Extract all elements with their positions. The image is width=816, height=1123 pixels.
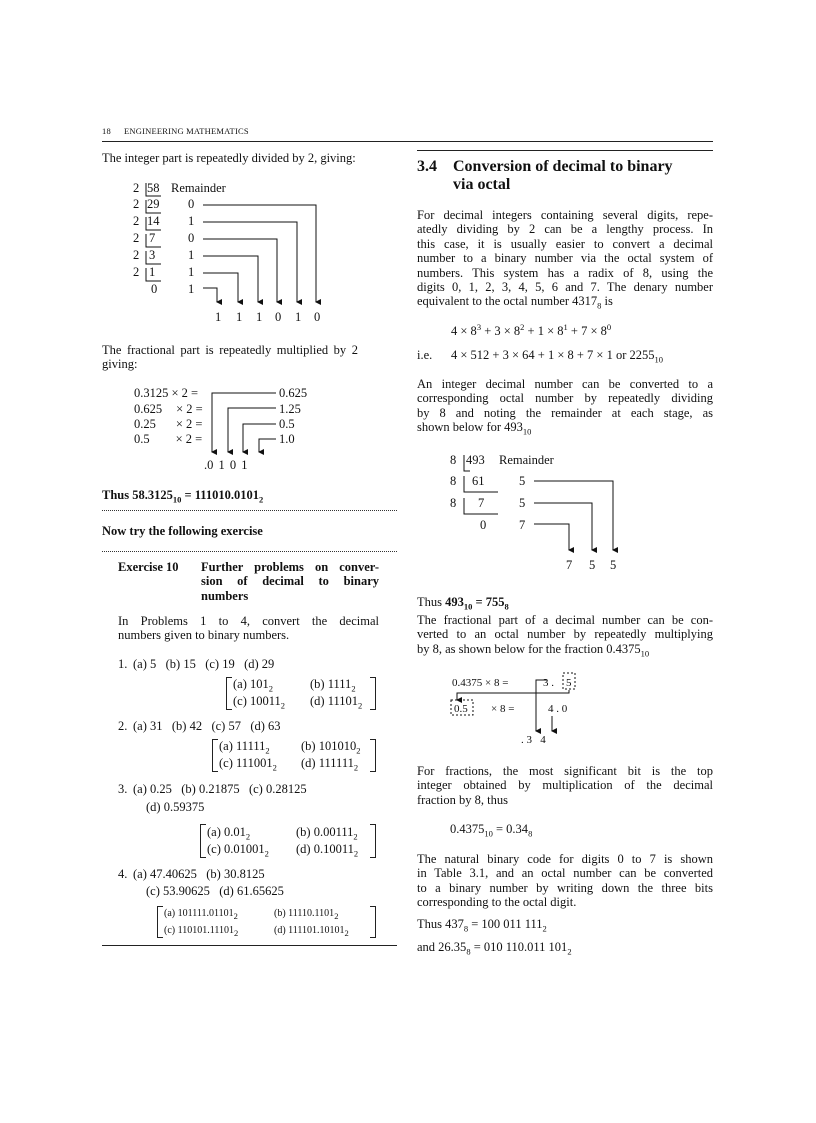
answer-text: (c) 10011 <box>233 694 281 708</box>
subscript: 10 <box>654 354 664 365</box>
result-58-value: = 111010.0101 <box>181 488 259 502</box>
omult-box-fraction: 0.5 <box>454 703 468 715</box>
exercise-title-line: numbers <box>201 588 249 603</box>
paragraph-text: by 8, as shown below for the fraction 0.4375 <box>417 641 641 656</box>
div-result-digit: 1 <box>256 310 263 324</box>
paragraph-line: number to a binary number via the octal system of <box>417 251 713 266</box>
oct-result-digit: 5 <box>589 558 596 572</box>
result-text: = 100 011 111 <box>468 917 543 931</box>
paragraph-line: atedly dividing by 2 can be a lengthy process. In <box>417 222 713 237</box>
subscript: 2 <box>567 946 572 957</box>
problem-number: 1. <box>118 657 128 671</box>
paragraph-line: verted to an octal number by repeatedly multiplying <box>417 627 713 642</box>
subscript: 2 <box>542 923 547 934</box>
exercise-intro-line: In Problems 1 to 4, convert the decimal <box>118 614 379 628</box>
div-result-digit: 1 <box>236 310 243 324</box>
subscript: 8 <box>597 300 602 311</box>
oct-quotient: 493 <box>466 453 485 467</box>
result-437 <box>417 917 547 934</box>
answer-text: (c) 110101.11101 <box>164 925 234 936</box>
result-value: = 755 <box>472 595 505 609</box>
mult-lhs: 0.5 × 2 = <box>134 432 203 446</box>
mult-result: .0 1 0 1 <box>204 458 248 472</box>
result-26-35 <box>417 940 572 957</box>
mult-lhs: 0.25 × 2 = <box>134 417 203 431</box>
subscript: 10 <box>172 494 182 505</box>
problem-question-cont: (c) 53.90625 (d) 61.65625 <box>146 884 284 898</box>
result-58-prefix: Thus 58.3125 <box>102 488 173 502</box>
paragraph-text: equivalent to the octal number 4317 <box>417 294 598 309</box>
subscript: 2 <box>234 928 239 938</box>
div-result-digit: 0 <box>314 310 321 324</box>
result-text: Thus 437 <box>417 917 464 931</box>
problem-question-cont: (d) 0.59375 <box>146 800 205 814</box>
problem-question: (a) 47.40625 (b) 30.8125 <box>133 867 265 881</box>
paragraph-line: corresponding to the octal digit. <box>417 895 577 910</box>
oct-remainder: 5 <box>519 474 526 488</box>
section-number: 3.4 <box>417 158 437 175</box>
exercise-title-line: Further problems on conver- <box>201 560 379 574</box>
subscript: 10 <box>484 828 493 839</box>
mult-rhs: 1.0 <box>279 432 295 446</box>
div-quotient: 7 <box>149 231 156 245</box>
paragraph-line: The natural binary code for digits 0 to 7 is shown <box>417 852 713 866</box>
omult-rhs: 4 . 0 <box>548 703 568 715</box>
result-prefix: Thus <box>417 595 446 609</box>
subscript: 8 <box>463 923 469 934</box>
div-result-digit: 1 <box>295 310 302 324</box>
answer-text: (a) 101 <box>233 677 269 691</box>
paragraph-line: For decimal integers containing several digits, repe- <box>417 208 713 222</box>
paragraph-line: fraction by 8, thus <box>417 792 508 807</box>
div-result-digit: 1 <box>215 310 222 324</box>
paragraph-msb <box>417 764 713 807</box>
div-divisor: 2 <box>133 231 140 245</box>
oct-quotient: 61 <box>472 474 485 488</box>
paragraph-line: to a binary number by writing down the three bits <box>417 880 713 895</box>
paragraph-line: An integer decimal number can be converted to a <box>417 377 713 391</box>
exercise-title-line: sion of decimal to binary <box>201 574 379 589</box>
subscript: 2 <box>268 683 273 694</box>
subscript: 2 <box>245 831 251 842</box>
paragraph-line: numbers. This system has a radix of 8, using the <box>417 265 713 280</box>
answer-text: (a) 0.01 <box>207 825 246 839</box>
mult-rhs: 1.25 <box>279 402 301 416</box>
div-quotient: 1 <box>149 265 156 279</box>
integer-intro: The integer part is repeatedly divided by 2, giving: <box>102 151 356 165</box>
div-remainder: 1 <box>188 248 195 262</box>
paragraph-line: by 8 and noting the remainder at each stage, as <box>417 405 713 420</box>
oct-divisor: 8 <box>450 453 457 467</box>
subscript: 2 <box>353 848 359 859</box>
subscript: 2 <box>351 683 356 694</box>
answer-text: (b) 101010 <box>301 739 357 753</box>
answer-text: (a) 101111.01101 <box>164 908 234 919</box>
mult-rhs: 0.625 <box>279 386 308 400</box>
omult-lhs: 0.4375 × 8 = <box>452 677 509 689</box>
div-remainder: 0 <box>188 197 195 211</box>
answer-text: (b) 11110.1101 <box>274 908 335 919</box>
problem-number: 2. <box>118 719 128 733</box>
mult-rhs: 0.5 <box>279 417 295 431</box>
paragraph-line: corresponding octal number by repeatedly dividing <box>417 391 713 406</box>
problem-question: (a) 5 (b) 15 (c) 19 (d) 29 <box>133 657 275 671</box>
frac-intro-line1: The fractional part is repeatedly multiplied by 2 <box>102 343 358 357</box>
mult-lhs-text: 0.25 <box>134 417 156 431</box>
page-number: 18 <box>102 126 111 136</box>
div-remainder: 1 <box>188 214 195 228</box>
paragraph-text: is <box>601 294 613 309</box>
try-heading: Now try the following exercise <box>102 524 263 538</box>
div-divisor: 2 <box>133 197 140 211</box>
answer-text: (b) 0.00111 <box>296 825 354 839</box>
div-result-digit: 0 <box>275 310 282 324</box>
div-quotient: 58 <box>147 181 160 195</box>
oct-remainder: 5 <box>519 496 526 510</box>
div-remainder: 1 <box>188 282 195 296</box>
problem-question: (a) 31 (b) 42 (c) 57 (d) 63 <box>133 719 281 733</box>
paragraph-natural-binary <box>417 852 713 910</box>
result-text: = 010 110.011 101 <box>470 940 568 954</box>
subscript: 8 <box>528 828 533 839</box>
subscript: 2 <box>272 762 277 773</box>
mult-lhs: 0.625 × 2 = <box>134 402 203 416</box>
omult-box-digit: 5 <box>566 677 572 689</box>
oct-divisor: 8 <box>450 474 457 488</box>
answer-text: (d) 0.10011 <box>296 842 354 856</box>
equation-fraction <box>450 822 533 839</box>
subscript: 10 <box>640 648 650 659</box>
div-quotient: 14 <box>147 214 160 228</box>
exercise-label: Exercise 10 <box>118 560 179 574</box>
paragraph-text: shown below for 493 <box>417 420 523 435</box>
subscript: 2 <box>334 911 339 921</box>
subscript: 2 <box>358 700 363 711</box>
omult-lhs: × 8 = <box>491 703 515 715</box>
subscript: 2 <box>264 848 269 859</box>
mult-lhs-text: 0.625 <box>134 402 163 416</box>
problem-number: 4. <box>118 867 128 881</box>
equation-prefix: i.e. <box>417 348 433 362</box>
subscript: 2 <box>356 745 361 756</box>
subscript: 2 <box>233 911 238 921</box>
answer-text: (b) 1111 <box>310 677 352 691</box>
result-text: and 26.35 <box>417 940 467 954</box>
subscript: 2 <box>353 762 359 773</box>
subscript: 10 <box>522 426 532 437</box>
section-title: via octal <box>453 176 511 193</box>
oct-quotient: 0 <box>480 518 487 532</box>
subscript: 2 <box>353 831 358 842</box>
remainder-label: Remainder <box>171 181 226 195</box>
oct-result-digit: 7 <box>566 558 573 572</box>
subscript: 8 <box>504 601 509 612</box>
div-remainder: 1 <box>188 265 195 279</box>
equation-text: 0.4375 <box>450 822 485 836</box>
running-header: ENGINEERING MATHEMATICS <box>124 126 249 136</box>
subscript: 2 <box>265 745 270 756</box>
frac-intro-line2: giving: <box>102 357 138 371</box>
oct-result-digit: 5 <box>610 558 617 572</box>
omult-result: . 3 4 <box>521 734 546 746</box>
div-quotient: 29 <box>147 197 160 211</box>
subscript: 10 <box>463 601 473 612</box>
subscript: 2 <box>344 928 349 938</box>
mult-lhs: 0.3125 × 2 = <box>134 386 199 400</box>
oct-quotient: 7 <box>478 496 485 510</box>
section-title: Conversion of decimal to binary <box>453 158 673 175</box>
div-remainder: 0 <box>188 231 195 245</box>
answer-text: (d) 111101.10101 <box>274 925 345 936</box>
mult-lhs-text: 0.5 <box>134 432 150 446</box>
div-quotient: 3 <box>149 248 156 262</box>
equation-text: 4 × 512 + 3 × 64 + 1 × 8 + 7 × 1 or 2255 <box>451 348 655 362</box>
answer-text: (d) 111111 <box>301 756 354 770</box>
answer-text: (c) 0.01001 <box>207 842 265 856</box>
div-divisor: 2 <box>133 265 140 279</box>
paragraph-line: integer obtained by multiplication of the decimal <box>417 778 713 793</box>
result-value: 493 <box>445 595 464 609</box>
subscript: 2 <box>280 700 286 711</box>
div-quotient: 0 <box>151 282 158 296</box>
equation-expansion: $4 \times 8^3 + 3 \times 8^2 + 1 \times 8^1 + 7 \times 8^0$ <box>451 321 612 338</box>
paragraph-line: digits 0, 1, 2, 3, 4, 5, 6 and 7. The denary number <box>417 280 713 295</box>
div-divisor: 2 <box>133 248 140 262</box>
answer-text: (d) 11101 <box>310 694 359 708</box>
paragraph-line: The fractional part of a decimal number can be con- <box>417 613 713 627</box>
omult-rhs: 3 . <box>543 677 554 689</box>
subscript: 8 <box>466 946 471 957</box>
equation-text: = 0.34 <box>492 822 529 836</box>
subscript: 2 <box>258 494 264 505</box>
exercise-intro-line: numbers given to binary numbers. <box>118 628 290 643</box>
paragraph-line: this case, it is usually easier to convert a decimal <box>417 236 713 251</box>
remainder-label: Remainder <box>499 453 554 467</box>
problem-number: 3. <box>118 782 128 796</box>
oct-divisor: 8 <box>450 496 457 510</box>
div-divisor: 2 <box>133 214 140 228</box>
paragraph-line: For fractions, the most significant bit is the top <box>417 764 713 778</box>
div-divisor: 2 <box>133 181 140 195</box>
answer-text: (a) 11111 <box>219 739 266 753</box>
answer-text: (c) 111001 <box>219 756 273 770</box>
oct-remainder: 7 <box>519 518 526 532</box>
paragraph-line: in Table 3.1, and an octal number can be converted <box>417 866 713 881</box>
problem-question: (a) 0.25 (b) 0.21875 (c) 0.28125 <box>133 782 307 796</box>
